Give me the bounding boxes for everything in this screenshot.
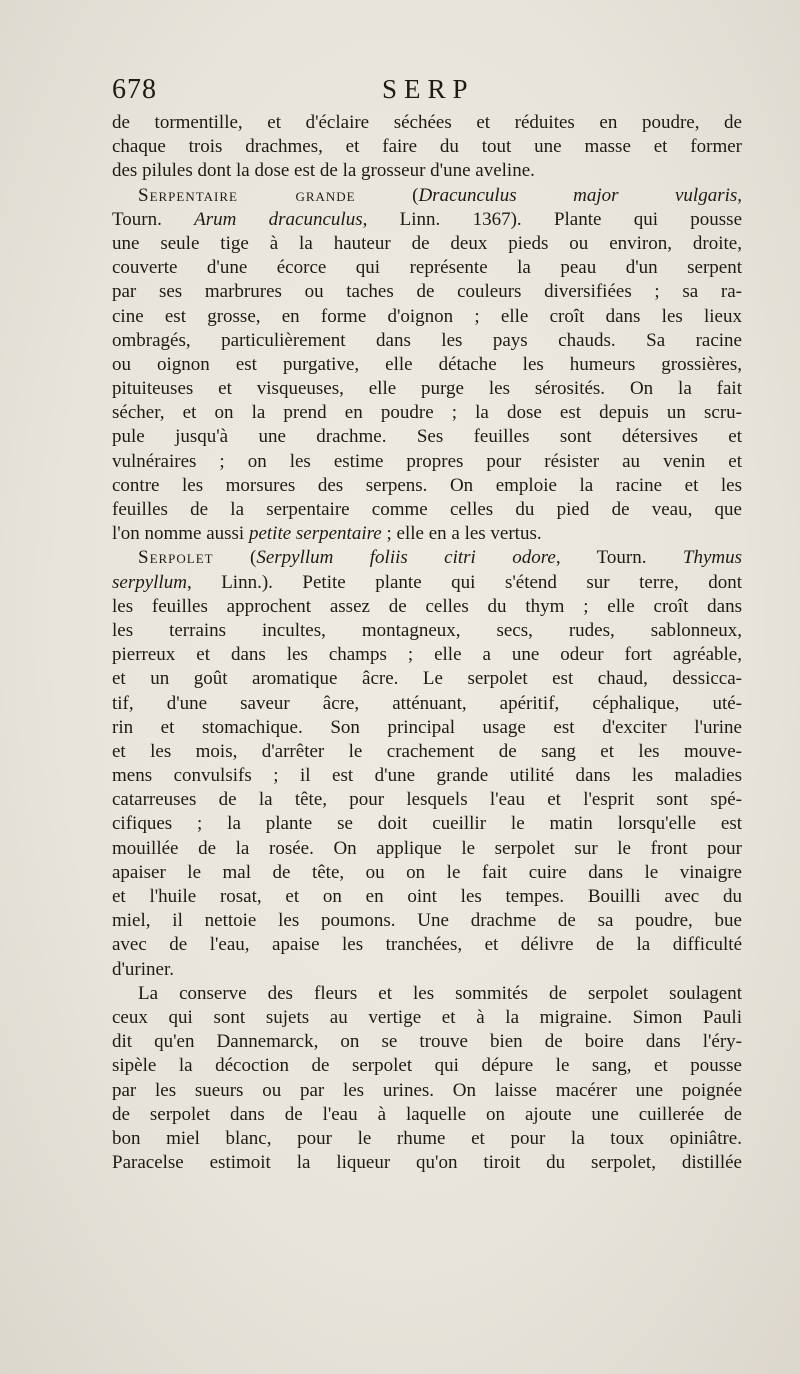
text-line [112,1079,742,1103]
running-head: SERP [382,74,475,104]
text-line [112,692,742,716]
italic-text: serpyllum [112,571,187,593]
text-line [112,208,742,232]
text-segment: feuilles de la serpentaire comme celles du pied de veau, que [112,499,742,520]
text-line [112,837,742,861]
page-number: 678 [112,74,157,105]
text-segment: mouillée de la rosée. On applique le serpolet sur le front pour [112,837,742,859]
text-segment: ; elle en a les vertus. [381,523,542,545]
text-segment: couverte d'une écorce qui représente la peau d'un serpent [112,257,742,279]
text-line [112,377,742,401]
text-segment: La conserve des fleurs et les sommités de serpolet soulagent [138,982,742,1004]
text-segment: Paracelse estimoit la liqueur qu'on tiroit du serpolet, distillée [112,1152,742,1174]
text-segment: des pilules dont la dose est de la grosseur d'une aveline. [112,160,535,182]
text-segment: et un goût aromatique âcre. Le serpolet est chaud, dessicca- [112,668,742,690]
text-line [112,667,742,691]
page-header [112,74,712,110]
text-segment: pule jusqu'à une drachme. Ses feuilles sont détersives et [112,426,742,448]
text-line [112,232,742,256]
text-segment: sécher, et on la prend en poudre ; la dose est depuis un scru- [112,402,742,424]
text-line [112,135,742,159]
text-segment: une seule tige à la hauteur de deux pieds ou environ, droite, [112,232,742,254]
text-segment: , Linn. 1367). Plante qui pousse [362,208,742,230]
text-line [112,1151,742,1175]
text-line [112,546,742,570]
text-segment: cifiques ; la plante se doit cueillir le matin lorsqu'elle est [112,813,742,835]
text-line [112,643,742,667]
text-line [112,740,742,764]
text-line [112,1054,742,1078]
text-line [112,305,742,329]
italic-text: Arum dracunculus [194,208,363,230]
text-line [112,450,742,474]
text-line [112,619,742,643]
text-segment: , Tourn. [555,547,683,569]
text-line [112,958,742,982]
text-line [112,788,742,812]
text-line [112,716,742,740]
text-segment: miel, il nettoie les poumons. Une drachme de sa poudre, bue [112,910,742,932]
text-segment: par les sueurs ou par les urines. On laisse macérer une poignée [112,1079,742,1101]
text-line [112,885,742,909]
body-text [112,111,742,1175]
text-line [112,982,742,1006]
text-line [112,909,742,933]
text-segment: Tourn. [112,208,195,230]
text-segment: catarreuses de la tête, pour lesquels l'eau et l'esprit sont spé- [112,789,742,811]
text-line [112,353,742,377]
text-segment: les terrains incultes, montagneux, secs, rudes, sablonneux, [112,619,742,641]
text-segment: ombragés, particulièrement dans les pays chauds. Sa racine [112,329,742,351]
text-segment: et l'huile rosat, et on en oint les tempes. Bouilli avec du [112,886,742,907]
text-segment: ( [355,184,419,206]
text-line [112,256,742,280]
text-line [112,159,742,183]
text-segment: , Linn.). Petite plante qui s'étend sur terre, dont [186,571,742,593]
text-line [112,861,742,885]
italic-text: petite serpentaire [248,523,382,545]
text-segment: tif, d'une saveur âcre, atténuant, apéritif, céphalique, uté- [112,692,742,714]
text-segment: mens convulsifs ; il est d'une grande utilité dans les maladies [112,765,742,787]
text-line [112,1103,742,1127]
text-line [112,280,742,304]
text-line [112,184,742,208]
text-segment: rin et stomachique. Son principal usage est d'exciter l'urine [112,716,742,738]
text-line [112,1006,742,1030]
text-segment: pituiteuses et visqueuses, elle purge les sérosités. On la fait [112,378,742,400]
text-line [112,498,742,522]
text-line [112,474,742,498]
text-line [112,522,742,546]
italic-text: Serpyllum foliis citri odore [256,547,556,569]
text-segment: ou oignon est purgative, elle détache les humeurs grossières, [112,353,742,375]
entry-headword: Serpentaire grande [138,184,356,206]
text-line [112,764,742,788]
text-segment: chaque trois drachmes, et faire du tout une masse et former [112,136,742,158]
text-line [112,1030,742,1054]
entry-headword: Serpolet [138,547,214,569]
text-segment: les feuilles approchent assez de celles du thym ; elle croît dans [112,595,742,617]
text-line [112,812,742,836]
text-segment: pierreux et dans les champs ; elle a une odeur fort agréable, [112,644,742,666]
text-segment: et les mois, d'arrêter le crachement de sang et les mouve- [112,740,742,762]
text-segment: de tormentille, et d'éclaire séchées et réduites en poudre, de [112,112,742,133]
text-segment: cine est grosse, en forme d'oignon ; elle croît dans les lieux [112,305,742,327]
italic-text: Thymus [682,547,742,569]
text-segment: d'uriner. [112,958,174,980]
text-line [112,425,742,449]
text-segment: dit qu'en Dannemarck, on se trouve bien de boire dans l'éry- [112,1031,742,1053]
text-line [112,1127,742,1151]
text-segment: , [737,184,742,206]
text-segment: par ses marbrures ou taches de couleurs diversifiées ; sa ra- [112,281,742,303]
text-line [112,571,742,595]
text-segment: de serpolet dans de l'eau à laquelle on ajoute une cuillerée de [112,1103,742,1125]
text-segment: contre les morsures des serpens. On emploie la racine et les [112,474,742,496]
text-line [112,111,742,135]
text-segment: l'on nomme aussi [112,523,249,545]
text-line [112,401,742,425]
text-line [112,595,742,619]
text-segment: apaiser le mal de tête, ou on le fait cuire dans le vinaigre [112,861,742,883]
text-segment: ( [213,547,257,569]
text-segment: avec de l'eau, apaise les tranchées, et délivre de la difficulté [112,934,742,956]
text-segment: bon miel blanc, pour le rhume et pour la toux opiniâtre. [112,1127,742,1149]
text-line [112,933,742,957]
text-line [112,329,742,353]
text-segment: vulnéraires ; on les estime propres pour résister au venin et [112,450,742,472]
italic-text: Dracunculus major vulgaris [418,184,738,206]
text-segment: sipèle la décoction de serpolet qui dépure le sang, et pousse [112,1055,742,1077]
text-segment: ceux qui sont sujets au vertige et à la migraine. Simon Pauli [112,1006,742,1028]
